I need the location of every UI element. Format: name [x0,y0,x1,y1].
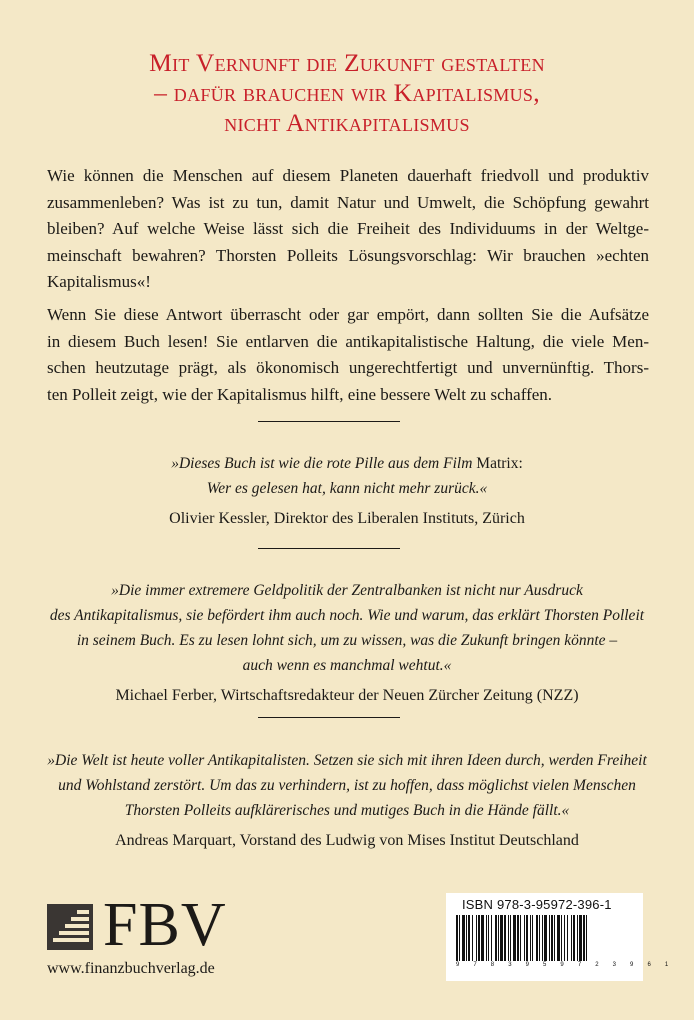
divider-2 [258,548,400,549]
isbn-label: ISBN 978-3-95972-396-1 [462,897,612,912]
quote-attribution: Olivier Kessler, Direktor des Liberalen Instituts, Zürich [169,510,525,527]
quote-line: Thorsten Polleits aufklärerisches und mutiges Buch in die Hände fällt.« [124,802,570,819]
publisher-logo-text: FBV [103,891,227,959]
barcode-bar [586,915,587,961]
divider-3 [258,717,400,718]
staircase-logo-icon [47,904,93,950]
quote-text [0,451,694,501]
barcode-bar [571,915,572,961]
quote-line: Wer es gelesen hat, kann nicht mehr zurück.« [206,480,488,497]
barcode-bar [476,915,477,961]
quote-attribution: Michael Ferber, Wirtschaftsredakteur der Neuen Zürcher Zeitung (NZZ) [115,687,579,704]
barcode-bar [495,915,497,961]
barcode-bar [456,915,458,961]
blurb-line: bleiben? Auf welche Weise lässt sich die Freiheit des Individuums in der Weltge- [47,219,649,239]
quote-line: »Die immer extremere Geldpolitik der Zentralbanken ist nicht nur Ausdruck [111,582,583,599]
barcode-bar [520,915,521,961]
blurb-line: meinschaft bewahren? Thorsten Polleits Lösungsvorschlag: Wir brauchen »echten [47,245,649,265]
quote-line: des Antikapitalismus, sie befördert ihm auch noch. Wie und warum, das erklärt Thorsten Polleit [49,607,645,624]
barcode-bar [567,915,568,961]
blurb-line: ten Polleit zeigt, wie der Kapitalismus hilft, eine bessere Welt zu schaffen. [47,384,553,404]
film-title: Matrix: [476,455,523,472]
barcode-bar [517,915,519,961]
barcode-bar [536,915,538,961]
headline-line-2: – dafür brauchen wir Kapitalismus, [154,78,540,107]
quote-line-italic: »Dieses Buch ist wie die rote Pille aus dem Film [171,455,477,472]
barcode-bar [508,915,509,961]
divider-1 [258,421,400,422]
barcode-bar [583,915,585,961]
quote-line [0,451,694,476]
quote-text [0,748,694,823]
barcode-image [456,915,632,961]
quote-block-2 [0,578,694,708]
barcode-bar [491,915,492,961]
blurb-line: schen heutzutage prägt, als ökonomisch ungerechtfertigt und unvernünftig. Thors- [47,358,649,378]
quote-text [0,578,694,678]
barcode-digits: 9 7 8 3 9 5 9 7 2 3 9 6 1 [456,962,675,968]
headline-line-3: nicht Antikapitalismus [224,108,470,137]
barcode-bar [526,915,528,961]
barcode-bar [561,915,562,961]
barcode-bar [466,915,467,961]
quote-block-3 [0,748,694,853]
barcode-bar [551,915,553,961]
blurb-paragraph-1 [47,163,649,296]
barcode-bar [554,915,555,961]
quote-line: in seinem Buch. Es zu lesen lohnt sich, um zu wissen, was die Zukunft bringen könnte – [76,632,618,649]
barcode-bar [542,915,543,961]
barcode-bar [468,915,470,961]
headline-line-1: Mit Vernunft die Zukunft gestalten [149,48,545,77]
barcode-bar [532,915,533,961]
quote-line: auch wenn es manchmal wehtut.« [242,657,452,674]
barcode-bar [498,915,499,961]
barcode-bar [544,915,547,961]
barcode-bar [510,915,511,961]
barcode-bar [459,915,460,961]
blurb-line: Kapitalismus«! [47,272,151,292]
barcode-bar [557,915,560,961]
barcode-bar [564,915,565,961]
quote-line: »Die Welt ist heute voller Antikapitalisten. Setzen sie sich mit ihren Ideen durch, werden Freiheit [47,752,647,769]
blurb-line: zusammenleben? Was ist zu tun, damit Natur und Umwelt, die Schöpfung gewahrt [47,192,649,212]
barcode-bar [513,915,516,961]
barcode-bar [481,915,484,961]
publisher-website: www.finanzbuchverlag.de [47,960,215,977]
barcode-bar [478,915,480,961]
barcode-bar [539,915,540,961]
barcode-bar [486,915,487,961]
barcode-bar [579,915,582,961]
barcode-bar [530,915,531,961]
quote-line: und Wohlstand zerstört. Um das zu verhindern, ist zu hoffen, dass möglichst vielen Menschen [58,777,636,794]
barcode-bar [500,915,503,961]
barcode-bar [462,915,465,961]
barcode-bar [549,915,550,961]
barcode-bar [504,915,506,961]
barcode-bar [472,915,473,961]
blurb-text [47,163,649,408]
headline [0,48,694,138]
barcode-box [446,893,675,981]
blurb-line: Wenn Sie diese Antwort überrascht oder gar empört, dann sollten Sie die Aufsätze [47,304,649,324]
barcode-bar [488,915,489,961]
quote-attribution: Andreas Marquart, Vorstand des Ludwig von Mises Institut Deutschland [115,832,579,849]
blurb-paragraph-2 [47,302,649,408]
barcode-bar [577,915,578,961]
blurb-line: in diesem Buch lesen! Sie entlarven die antikapitalistische Haltung, die viele Men- [47,331,649,351]
quote-block-1 [0,451,694,531]
barcode-bar [573,915,575,961]
barcode-bar [524,915,525,961]
blurb-line: Wie können die Menschen auf diesem Planeten dauerhaft friedvoll und produktiv [47,166,649,185]
